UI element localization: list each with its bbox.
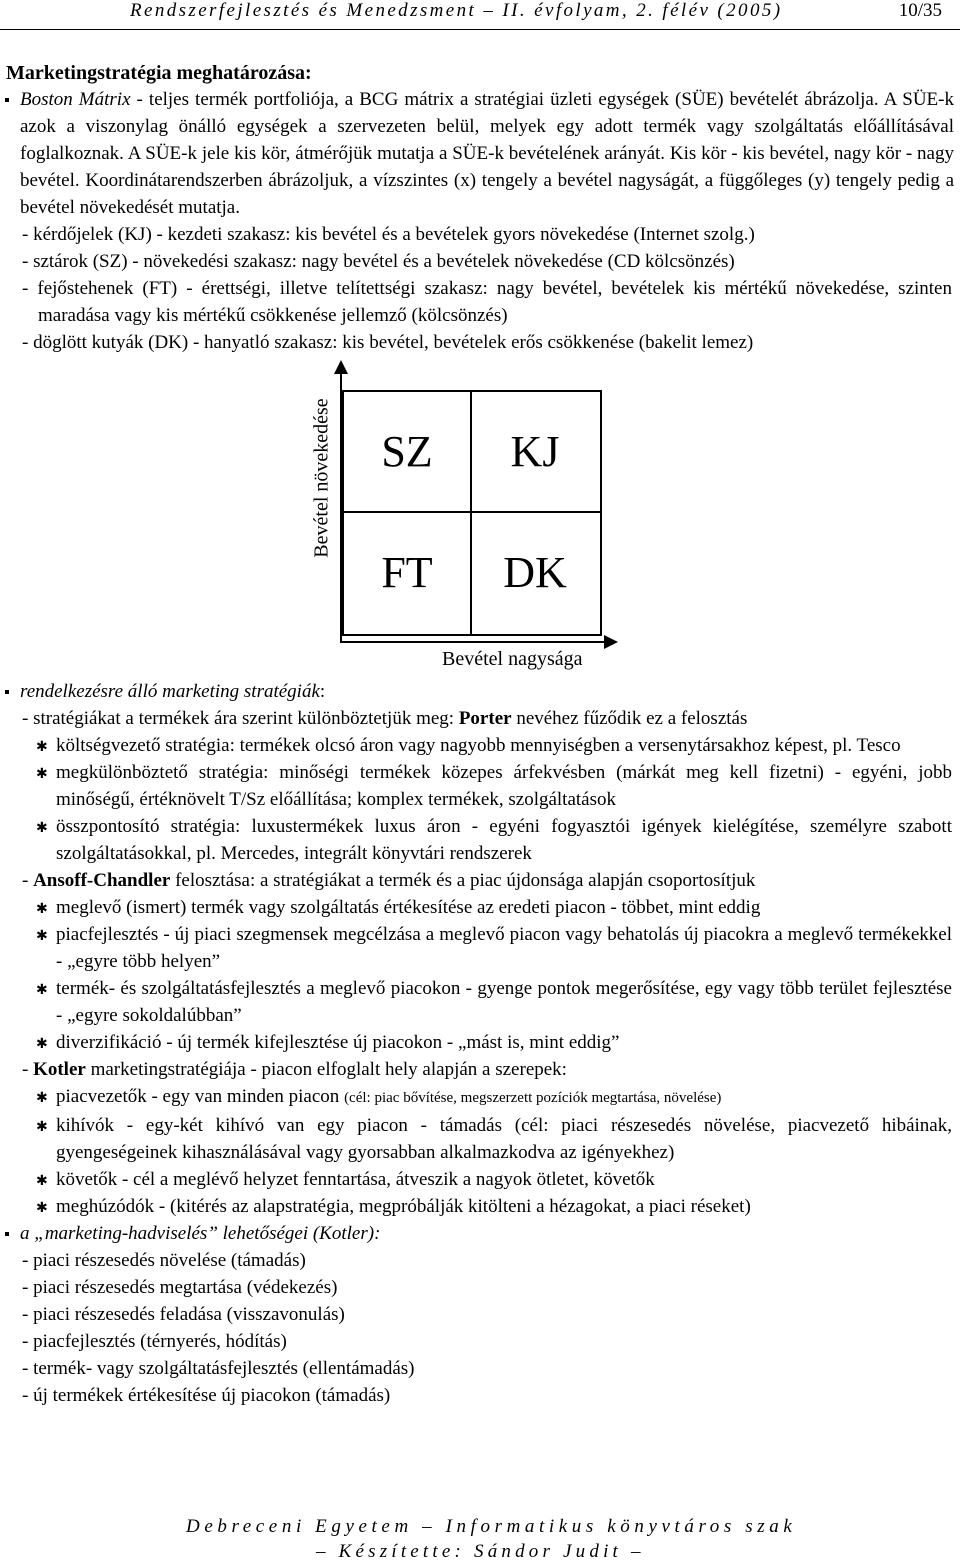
porter-item [0,813,960,867]
x-axis [340,641,604,643]
header-rule [0,29,960,30]
ansoff-heading [0,867,960,894]
porter-item-text: összpontosító stratégia: luxustermékek luxus áron - egyéni fogyasztói igények kielégítése, személyre szabott szolgáltatásokkal, pl. Mercedes, integrált könyvtári rendszerek [56,816,952,864]
porter-item [0,759,960,813]
page-content [0,60,960,1409]
porter-prefix: - stratégiákat a termékek ára szerint különböztetjük meg: [22,708,459,729]
square-bullet-icon [5,1232,9,1236]
warfare-item: - piacfejlesztés (térnyerés, hódítás) [22,1331,287,1352]
footer-author: – Készítette: Sándor Judit – [316,1541,645,1562]
strategies-title-colon: : [319,681,326,702]
arrow-right-icon [604,635,618,649]
bcg-intro-lead: Boston Mátrix [20,89,131,110]
kotler-suffix: marketingstratégiája - piacon elfoglalt hely alapján a szerepek: [85,1059,567,1080]
strategies-title-text: rendelkezésre álló marketing stratégiák [20,681,320,702]
kotler-item [0,1112,960,1166]
kotler-item-text: kihívók - egy-két kihívó van egy piacon - támadás (cél: piaci részesedés növelése, piacvezető hibáinak, gyengeségeinek kihasználásával vagy gyorsabban alkalmazkodva az igényekhez) [56,1115,952,1163]
asterisk-icon: ✱ [36,1174,48,1189]
square-bullet-icon [5,98,9,102]
kotler-item-text: meghúzódók - (kitérés az alapstratégia, megpróbálják kitölteni a hézagokat, a piaci réseket) [56,1196,751,1217]
warfare-item: - termék- vagy szolgáltatásfejlesztés (ellentámadás) [22,1358,415,1379]
bcg-item-ft: - fejőstehenek (FT) - érettségi, illetve telítettségi szakasz: nagy bevétel, bevételek kis mértékű növekedése, szinten maradása vagy kis mértékű csökkenése jellemző (kölcsönzés) [22,278,952,326]
x-axis-label: Bevétel nagysága [442,648,583,670]
bcg-item-sz: - sztárok (SZ) - növekedési szakasz: nagy bevétel és a bevételek növekedése (CD kölcsönzés) [22,251,735,272]
ansoff-prefix: - [22,870,34,891]
asterisk-icon: ✱ [36,1037,48,1052]
ansoff-item-text: termék- és szolgáltatásfejlesztés a meglevő piacokon - gyenge pontok megerősítése, egy vagy több terület fejlesztése - „egyre sokoldalúbban” [56,978,952,1026]
porter-item-text: megkülönböztető stratégia: minőségi termékek közepes árfekvésben (márkát meg kell fizetni) - egyéni, jobb minőségű, értéknövelt T/Sz előállítása; komplex termékek, szolgáltatások [56,762,952,810]
kotler-item-note: (cél: piac bővítése, megszerzett pozíciók megtartása, növelése) [344,1090,722,1106]
ansoff-name: Ansoff-Chandler [33,870,171,891]
bcg-item-kj: - kérdőjelek (KJ) - kezdeti szakasz: kis bevétel és a bevételek gyors növekedése (Internet szolg.) [22,224,755,245]
porter-item-text: költségvezető stratégia: termékek olcsó áron vagy nagyobb mennyiségben a versenytársakhoz képest, pl. Tesco [56,735,901,756]
ansoff-suffix: felosztása: a stratégiákat a termék és a piac újdonsága alapján csoportosítjuk [170,870,756,891]
asterisk-icon: ✱ [36,1201,48,1216]
kotler-item [0,1083,960,1112]
page-header [130,0,950,26]
ansoff-item [0,921,960,975]
kotler-item-text: követők - cél a meglévő helyzet fenntartása, átveszik a nagyok ötletet, követők [56,1169,655,1190]
asterisk-icon: ✱ [36,929,48,944]
kotler-item [0,1166,960,1193]
asterisk-icon: ✱ [36,821,48,836]
warfare-item: - piaci részesedés feladása (visszavonulás) [22,1304,345,1325]
asterisk-icon: ✱ [36,1091,48,1106]
quadrant-ft: FT [381,548,433,597]
warfare-item: - új termékek értékesítése új piacokon (támadás) [22,1385,391,1406]
strategies-title [0,678,960,705]
ansoff-item-text: meglevő (ismert) termék vagy szolgáltatás értékesítése az eredeti piacon - többet, mint eddig [56,897,761,918]
kotler-prefix: - [22,1059,34,1080]
quadrant-sz: SZ [381,427,433,476]
page-number: 10/35 [898,0,942,21]
bcg-intro-text: - teljes termék portfoliója, a BCG mátrix a stratégiai üzleti egységek (SÜE) bevételét ábrázolja. A SÜE-k azok a viszonylag önálló egységek a szervezeten belül, melyek egy adott termék vagy szolgáltatás előállításával foglalkoznak. A SÜE-k jele kis kör, átmérőjük mutatja a SÜE-k bevételének arányát. Kis kör - kis bevétel, nagy kör - nagy bevétel. Koordinátarendszerben ábrázoljuk, a vízszintes (x) tengely a bevétel nagyságát, a függőleges (y) tengely pedig a bevétel növekedését mutatja. [20,89,954,218]
warfare-title [0,1220,960,1247]
asterisk-icon: ✱ [36,983,48,998]
porter-suffix: nevéhez fűződik ez a felosztás [511,708,748,729]
section-title: Marketingstratégia meghatározása: [6,62,312,84]
porter-heading [0,705,960,732]
quadrant-kj: KJ [510,427,560,476]
warfare-item: - piaci részesedés növelése (támadás) [22,1250,306,1271]
bcg-matrix-diagram [0,356,960,678]
bcg-intro [0,86,960,221]
matrix-grid [342,390,602,636]
ansoff-item-text: piacfejlesztés - új piaci szegmensek megcélzása a meglevő piacon vagy behatolás új piacokra a meglevő termékekkel - „egyre több helyen” [56,924,952,972]
asterisk-icon: ✱ [36,1120,48,1135]
ansoff-item [0,894,960,921]
quadrant-dk: DK [503,548,567,597]
bcg-item-dk: - döglött kutyák (DK) - hanyatló szakasz: kis bevétel, bevételek erős csökkenése (bakelit lemez) [22,332,754,353]
footer-institution: Debreceni Egyetem – Informatikus könyvtáros szak [186,1516,797,1537]
asterisk-icon: ✱ [36,902,48,917]
asterisk-icon: ✱ [36,740,48,755]
kotler-name: Kotler [33,1059,86,1080]
porter-name: Porter [458,708,512,729]
porter-item [0,732,960,759]
asterisk-icon: ✱ [36,767,48,782]
header-title: Rendszerfejlesztés és Menedzsment – II. évfolyam, 2. félév (2005) [130,0,783,21]
kotler-heading [0,1056,960,1083]
y-axis-label: Bevétel növekedése [310,398,333,558]
square-bullet-icon [5,690,9,694]
warfare-title-text: a „marketing-hadviselés” lehetőségei (Kotler): [20,1223,381,1244]
kotler-item [0,1193,960,1220]
warfare-item: - piaci részesedés megtartása (védekezés) [22,1277,338,1298]
kotler-item-text: piacvezetők - egy van minden piacon [56,1086,345,1107]
ansoff-item-text: diverzifikáció - új termék kifejlesztése új piacokon - „mást is, mint eddig” [56,1032,620,1053]
ansoff-item [0,1029,960,1056]
ansoff-item [0,975,960,1029]
